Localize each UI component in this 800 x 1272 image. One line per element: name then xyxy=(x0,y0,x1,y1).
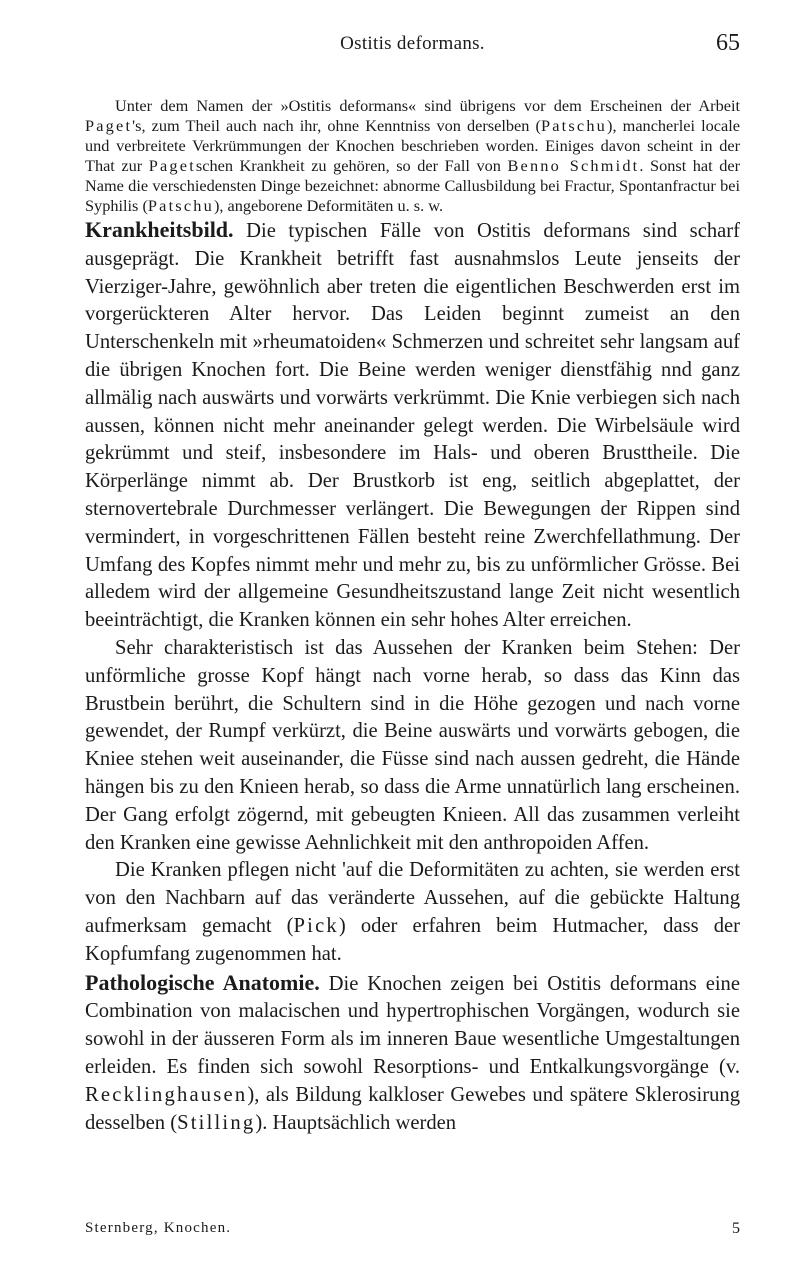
aussehen-paragraph: Sehr charakteristisch ist das Aussehen der Kranken beim Stehen: Der unförmliche grosse Kopf hängt nach vorne herab, so dass das Kinn das Brustbein berührt, die Schultern sind in die Höhe gezogen und nach vorne gewendet, der Rumpf verkürzt, die Beine auswärts und vorwärts gebogen, die Kniee stehen weit auseinander, die Füsse sind nach aussen gedreht, die Hände hängen bis zu den Knieen herab, so dass die Arme unnatürlich lang erscheinen. Der Gang erfolgt zögernd, mit gebeugten Knieen. All das zusammen verleiht den Kranken eine gewisse Aehnlichkeit mit den anthropoiden Affen. xyxy=(85,636,740,854)
page-number: 65 xyxy=(716,30,740,56)
page-footer xyxy=(85,1220,740,1244)
author-name: Paget xyxy=(148,156,196,175)
author-name: Recklinghausen xyxy=(85,1083,248,1106)
deformitaeten-paragraph xyxy=(85,857,740,968)
intro-text: Unter dem Namen der »Ostitis deformans« sind übrigens vor dem Erscheinen der Arbeit xyxy=(115,96,740,115)
intro-text: 's, zum Theil auch nach ihr, ohne Kenntniss von derselben ( xyxy=(132,116,541,135)
section-heading-krankheitsbild: Krankheitsbild. xyxy=(85,217,234,242)
signature-mark: 5 xyxy=(732,1220,740,1237)
section-heading-anatomie: Pathologische Anatomie. xyxy=(85,969,320,995)
intro-text: schen Krankheit zu gehören, so der Fall von xyxy=(195,156,508,175)
intro-text: . Sonst hat der Name die verschiedensten Dinge bezeichnet: abnorme Callusbildung bei Fractur, Spontanfractur bei Syphilis ( xyxy=(85,156,741,215)
anatomie-paragraph xyxy=(85,969,740,1138)
author-name: Pick xyxy=(293,914,339,937)
paragraph-text: ). Hauptsächlich werden xyxy=(255,1111,457,1134)
krankheitsbild-paragraph xyxy=(85,216,740,635)
paragraph-text: Die Knochen zeigen bei Ostitis deformans eine Combination von malacischen und hypertrophischen Vorgängen, wodurch sie sowohl in der äusseren Form als im inneren Baue wesentliche Umgestaltungen erleiden. Es finden sich sowohl Resorptions- und Entkalkungsvorgänge (v. xyxy=(85,972,740,1078)
author-name: Paget xyxy=(85,116,133,135)
author-name: Benno Schmidt xyxy=(507,156,640,175)
author-name: Stilling xyxy=(177,1111,256,1134)
paragraph-text: ), als Bildung kalkloser Gewebes und spätere Sklerosirung desselben ( xyxy=(85,1083,740,1134)
paragraph-text: Die typischen Fälle von Ostitis deformans sind scharf ausgeprägt. Die Krankheit betrifft fast ausnahmslos Leute jenseits der Vierziger-Jahre, gewöhnlich aber treten die eigentlichen Beschwerden erst im vorgerückteren Alter hervor. Das Leiden beginnt zumeist an den Unterschenkeln mit »rheumatoiden« Schmerzen und schreitet sehr langsam auf die übrigen Knochen fort. Die Beine werden weniger dienstfähig nnd ganz allmälig nach auswärts und vorwärts verkrümmt. Die Knie verbiegen sich nach aussen, können nicht mehr aneinander gelegt werden. Die Wirbelsäule wird gekrümmt und steif, insbesondere im Hals- und oberen Brusttheile. Die Körperlänge nimmt ab. Der Brustkorb ist eng, seitlich abgeplattet, der sternovertebrale Durchmesser verlängert. Die Bewegungen der Rippen sind vermindert, in vorgeschrittenen Fällen besteht reine Zwerchfellathmung. Der Umfang des Kopfes nimmt mehr und mehr zu, bis zu unförmlicher Grösse. Bei alledem wird der allgemeine Gesundheitszustand lange Zeit nicht wesentlich beeinträchtigt, die Kranken können ein sehr hohes Alter erreichen. xyxy=(85,220,740,632)
author-name: Patschu xyxy=(147,196,214,215)
intro-text: ), mancherlei locale und verbreitete Verkrümmungen der Knochen beschrieben worden. Einiges davon scheint in der That zur xyxy=(85,116,740,175)
footer-author: Sternberg, Knochen. xyxy=(85,1220,232,1236)
body-text xyxy=(85,96,740,1137)
paragraph-text: Die Kranken pflegen nicht 'auf die Deformitäten zu achten, sie werden erst von den Nachbarn auf das veränderte Aussehen, auf die gebückte Haltung aufmerksam gemacht ( xyxy=(85,859,740,937)
paragraph-text: ) oder erfahren beim Hutmacher, dass der Kopfumfang zugenommen hat. xyxy=(85,914,740,965)
author-name: Patschu xyxy=(540,116,608,135)
page-header xyxy=(85,30,740,59)
running-head: Ostitis deformans. xyxy=(340,33,485,54)
intro-paragraph xyxy=(85,96,740,216)
intro-text: ), angeborene Deformitäten u. s. w. xyxy=(213,196,444,215)
